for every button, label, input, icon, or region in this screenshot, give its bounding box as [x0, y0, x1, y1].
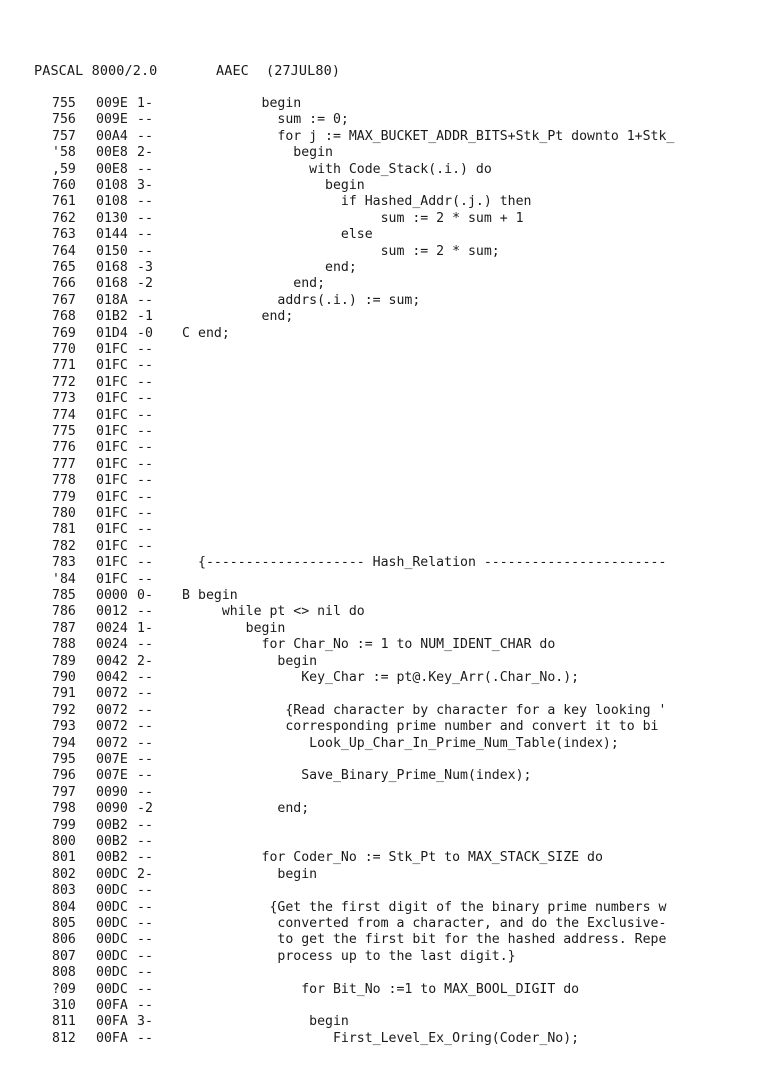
line-number: 788: [52, 637, 76, 653]
listing-line: [0, 145, 760, 161]
address: 0072: [96, 719, 128, 735]
line-number: 793: [52, 719, 76, 735]
nesting-level: 3-: [137, 178, 153, 193]
source-code: First_Level_Ex_Oring(Coder_No);: [198, 1030, 580, 1046]
nesting-level: 2-: [137, 145, 153, 161]
nesting-level: 3-: [137, 1014, 153, 1030]
line-number: 757: [52, 128, 76, 144]
line-number: 807: [52, 948, 76, 964]
listing-line: [0, 883, 760, 899]
nesting-level: 2-: [137, 866, 153, 882]
address: 01FC: [96, 506, 128, 521]
nesting-level: --: [137, 506, 153, 521]
listing-line: [0, 522, 760, 538]
line-number: 764: [52, 243, 76, 259]
listing-line: [0, 572, 760, 588]
line-number: 803: [52, 883, 76, 899]
nesting-level: 1-: [137, 620, 153, 636]
nesting-level: --: [137, 686, 153, 702]
line-number: 792: [52, 702, 76, 718]
address: 00E8: [96, 145, 128, 161]
line-number: 765: [52, 260, 76, 275]
listing-line: [0, 244, 760, 260]
line-number: 766: [52, 276, 76, 292]
nesting-level: -2: [137, 276, 153, 292]
address: 007E: [96, 752, 128, 767]
nesting-level: 1-: [137, 96, 153, 111]
listing-line: [0, 949, 760, 965]
nesting-level: --: [137, 899, 153, 915]
source-code: if Hashed_Addr(.j.) then: [198, 194, 532, 210]
nesting-level: --: [137, 407, 153, 423]
address: 00FA: [96, 1014, 128, 1030]
line-number: 796: [52, 768, 76, 784]
source-code: end;: [198, 260, 357, 275]
line-number: ,59: [52, 161, 76, 177]
nesting-level: --: [137, 440, 153, 456]
source-code: for j := MAX_BUCKET_ADDR_BITS+Stk_Pt downto 1+Stk_: [198, 128, 675, 144]
address: 01FC: [96, 555, 128, 571]
address: 01FC: [96, 522, 128, 538]
address: 01FC: [96, 407, 128, 423]
address: 00B2: [96, 817, 128, 833]
source-code: end;: [198, 276, 326, 292]
line-number: 760: [52, 178, 76, 193]
address: 00DC: [96, 883, 128, 899]
listing-line: [0, 752, 760, 768]
nesting-level: --: [137, 243, 153, 259]
address: 0090: [96, 801, 128, 817]
source-code: to get the first bit for the hashed address. Repe: [198, 932, 667, 948]
block-flag: B: [182, 588, 190, 603]
listing-line: [0, 621, 760, 637]
listing-line: [0, 506, 760, 522]
address: 00E8: [96, 161, 128, 177]
source-code: sum := 0;: [198, 112, 349, 128]
line-number: 786: [52, 604, 76, 620]
nesting-level: --: [137, 883, 153, 899]
address: 01B2: [96, 309, 128, 325]
nesting-level: --: [137, 342, 153, 357]
listing-line: [0, 490, 760, 506]
address: 01FC: [96, 571, 128, 587]
listing-line: [0, 358, 760, 374]
line-number: 772: [52, 374, 76, 390]
listing-line: [0, 457, 760, 473]
listing-line: [0, 785, 760, 801]
line-number: 779: [52, 489, 76, 505]
listing-line: [0, 309, 760, 325]
listing-line: [0, 96, 760, 112]
nesting-level: --: [137, 719, 153, 735]
listing-line: [0, 162, 760, 178]
nesting-level: --: [137, 916, 153, 931]
address: 0072: [96, 735, 128, 751]
compile-date: (27JUL80): [266, 63, 341, 79]
listing-line: [0, 719, 760, 735]
nesting-level: --: [137, 112, 153, 128]
address: 0144: [96, 227, 128, 243]
source-code: begin: [198, 145, 333, 161]
line-number: '58: [52, 145, 76, 161]
listing-line: [0, 326, 760, 342]
line-number: 771: [52, 358, 76, 374]
address: 01FC: [96, 440, 128, 456]
line-number: 789: [52, 653, 76, 669]
source-code: addrs(.i.) := sum;: [198, 292, 421, 308]
listing-line: [0, 211, 760, 227]
nesting-level: -3: [137, 260, 153, 275]
line-number: 811: [52, 1014, 76, 1030]
nesting-level: -2: [137, 801, 153, 817]
line-number: 770: [52, 342, 76, 357]
line-number: 762: [52, 210, 76, 226]
listing-line: [0, 1031, 760, 1047]
source-code: converted from a character, and do the Exclusive-: [198, 916, 667, 931]
listing-line: [0, 637, 760, 653]
address: 00DC: [96, 948, 128, 964]
listing-line: [0, 965, 760, 981]
source-code: begin: [198, 653, 318, 669]
address: 009E: [96, 112, 128, 128]
nesting-level: 0-: [137, 588, 153, 603]
line-number: 791: [52, 686, 76, 702]
address: 01FC: [96, 424, 128, 439]
line-number: '84: [52, 571, 76, 587]
source-code: begin: [198, 178, 365, 193]
line-number: 804: [52, 899, 76, 915]
source-code: begin: [198, 1014, 349, 1030]
address: 00DC: [96, 932, 128, 948]
nesting-level: --: [137, 998, 153, 1013]
line-number: 806: [52, 932, 76, 948]
line-number: 763: [52, 227, 76, 243]
line-number: 774: [52, 407, 76, 423]
line-number: 794: [52, 735, 76, 751]
compiler-version: PASCAL 8000/2.0: [34, 63, 158, 79]
line-number: 783: [52, 555, 76, 571]
address: 00B2: [96, 834, 128, 849]
address: 01FC: [96, 456, 128, 472]
listing-line: [0, 293, 760, 309]
listing-line: [0, 178, 760, 194]
address: 01FC: [96, 473, 128, 489]
listing-line: [0, 604, 760, 620]
nesting-level: --: [137, 194, 153, 210]
address: 0024: [96, 620, 128, 636]
line-number: 310: [52, 998, 76, 1013]
line-number: 787: [52, 620, 76, 636]
address: 0042: [96, 670, 128, 685]
nesting-level: --: [137, 555, 153, 571]
address: 01FC: [96, 538, 128, 554]
listing-line: [0, 686, 760, 702]
address: 00A4: [96, 128, 128, 144]
listing-line: [0, 112, 760, 128]
address: 00DC: [96, 916, 128, 931]
address: 01FC: [96, 391, 128, 407]
source-code: {-------------------- Hash_Relation -----------------------: [198, 555, 667, 571]
line-number: 797: [52, 784, 76, 800]
block-flag: C: [182, 325, 190, 341]
nesting-level: --: [137, 210, 153, 226]
address: 01FC: [96, 342, 128, 357]
source-code: Key_Char := pt@.Key_Arr(.Char_No.);: [198, 670, 580, 685]
listing-line: [0, 129, 760, 145]
address: 0108: [96, 194, 128, 210]
nesting-level: -0: [137, 325, 153, 341]
nesting-level: --: [137, 489, 153, 505]
line-number: 808: [52, 965, 76, 981]
listing-line: [0, 342, 760, 358]
line-number: 778: [52, 473, 76, 489]
listing-line: [0, 260, 760, 276]
listing-line: [0, 801, 760, 817]
listing-line: [0, 588, 760, 604]
listing-line: [0, 424, 760, 440]
source-code: begin: [198, 620, 286, 636]
address: 0072: [96, 702, 128, 718]
listing-line: [0, 818, 760, 834]
listing-line: [0, 932, 760, 948]
source-code: end;: [198, 801, 310, 817]
address: 0130: [96, 210, 128, 226]
address: 007E: [96, 768, 128, 784]
nesting-level: --: [137, 752, 153, 767]
source-code: corresponding prime number and convert it to bi: [198, 719, 659, 735]
source-code: end;: [198, 309, 294, 325]
listing-line: [0, 391, 760, 407]
listing-line: [0, 227, 760, 243]
organization: AAEC: [216, 63, 249, 79]
nesting-level: --: [137, 391, 153, 407]
source-code: begin: [198, 866, 318, 882]
listing-line: [0, 703, 760, 719]
line-number: 769: [52, 325, 76, 341]
nesting-level: --: [137, 735, 153, 751]
source-code: begin: [198, 588, 238, 603]
listing-line: [0, 867, 760, 883]
line-number: 780: [52, 506, 76, 521]
listing-line: [0, 539, 760, 555]
address: 0108: [96, 178, 128, 193]
source-code: for Char_No := 1 to NUM_IDENT_CHAR do: [198, 637, 556, 653]
source-code: sum := 2 * sum;: [198, 243, 500, 259]
listing-line: [0, 1014, 760, 1030]
nesting-level: --: [137, 981, 153, 997]
source-code: for Bit_No :=1 to MAX_BOOL_DIGIT do: [198, 981, 580, 997]
source-code: end;: [198, 325, 230, 341]
address: 00FA: [96, 1030, 128, 1046]
nesting-level: --: [137, 604, 153, 620]
source-code: {Get the first digit of the binary prime numbers w: [198, 899, 667, 915]
address: 0012: [96, 604, 128, 620]
line-number: 776: [52, 440, 76, 456]
source-code: begin: [198, 96, 302, 111]
nesting-level: --: [137, 932, 153, 948]
source-code: for Coder_No := Stk_Pt to MAX_STACK_SIZE do: [198, 850, 603, 866]
listing-line: [0, 834, 760, 850]
source-code: process up to the last digit.}: [198, 948, 516, 964]
source-code: with Code_Stack(.i.) do: [198, 161, 492, 177]
line-number: 782: [52, 538, 76, 554]
source-code: Look_Up_Char_In_Prime_Num_Table(index);: [198, 735, 619, 751]
nesting-level: --: [137, 424, 153, 439]
page-header: [34, 63, 340, 79]
listing-line: [0, 276, 760, 292]
address: 009E: [96, 96, 128, 111]
address: 01D4: [96, 325, 128, 341]
line-number: 775: [52, 424, 76, 439]
line-number: 795: [52, 752, 76, 767]
address: 00B2: [96, 850, 128, 866]
nesting-level: --: [137, 850, 153, 866]
nesting-level: --: [137, 768, 153, 784]
nesting-level: --: [137, 948, 153, 964]
address: 0024: [96, 637, 128, 653]
source-code: Save_Binary_Prime_Num(index);: [198, 768, 532, 784]
line-number: 767: [52, 292, 76, 308]
listing-line: [0, 375, 760, 391]
listing-line: [0, 194, 760, 210]
address: 00DC: [96, 965, 128, 981]
listing-line: [0, 982, 760, 998]
nesting-level: --: [137, 456, 153, 472]
address: 00DC: [96, 866, 128, 882]
address: 00DC: [96, 981, 128, 997]
listing-line: [0, 670, 760, 686]
listing-line: [0, 473, 760, 489]
listing-line: [0, 768, 760, 784]
nesting-level: --: [137, 817, 153, 833]
line-number: 805: [52, 916, 76, 931]
nesting-level: --: [137, 1030, 153, 1046]
address: 00FA: [96, 998, 128, 1013]
source-code: else: [198, 227, 373, 243]
listing-line: [0, 850, 760, 866]
nesting-level: --: [137, 374, 153, 390]
source-code: sum := 2 * sum + 1: [198, 210, 524, 226]
code-listing: [0, 96, 760, 1089]
nesting-level: --: [137, 965, 153, 981]
nesting-level: --: [137, 473, 153, 489]
line-number: 785: [52, 588, 76, 603]
line-number: 790: [52, 670, 76, 685]
nesting-level: --: [137, 292, 153, 308]
address: 0150: [96, 243, 128, 259]
line-number: 801: [52, 850, 76, 866]
line-number: 798: [52, 801, 76, 817]
source-code: while pt <> nil do: [198, 604, 365, 620]
nesting-level: -1: [137, 309, 153, 325]
line-number: 773: [52, 391, 76, 407]
address: 0072: [96, 686, 128, 702]
address: 0090: [96, 784, 128, 800]
nesting-level: --: [137, 161, 153, 177]
nesting-level: --: [137, 227, 153, 243]
line-number: 756: [52, 112, 76, 128]
nesting-level: --: [137, 538, 153, 554]
address: 0000: [96, 588, 128, 603]
nesting-level: --: [137, 637, 153, 653]
line-number: 768: [52, 309, 76, 325]
listing-line: [0, 408, 760, 424]
nesting-level: --: [137, 702, 153, 718]
nesting-level: --: [137, 128, 153, 144]
address: 01FC: [96, 358, 128, 374]
address: 0042: [96, 653, 128, 669]
line-number: 802: [52, 866, 76, 882]
nesting-level: --: [137, 571, 153, 587]
listing-line: [0, 654, 760, 670]
listing-line: [0, 555, 760, 571]
address: 0168: [96, 260, 128, 275]
listing-line: [0, 440, 760, 456]
nesting-level: --: [137, 834, 153, 849]
nesting-level: 2-: [137, 653, 153, 669]
listing-line: [0, 916, 760, 932]
line-number: ?09: [52, 981, 76, 997]
line-number: 777: [52, 456, 76, 472]
address: 018A: [96, 292, 128, 308]
nesting-level: --: [137, 358, 153, 374]
line-number: 761: [52, 194, 76, 210]
listing-line: [0, 900, 760, 916]
line-number: 812: [52, 1030, 76, 1046]
line-number: 799: [52, 817, 76, 833]
nesting-level: --: [137, 522, 153, 538]
line-number: 781: [52, 522, 76, 538]
source-code: {Read character by character for a key looking ': [198, 702, 667, 718]
address: 01FC: [96, 489, 128, 505]
nesting-level: --: [137, 784, 153, 800]
address: 01FC: [96, 374, 128, 390]
listing-line: [0, 736, 760, 752]
address: 0168: [96, 276, 128, 292]
address: 00DC: [96, 899, 128, 915]
line-number: 755: [52, 96, 76, 111]
listing-line: [0, 998, 760, 1014]
nesting-level: --: [137, 670, 153, 685]
line-number: 800: [52, 834, 76, 849]
